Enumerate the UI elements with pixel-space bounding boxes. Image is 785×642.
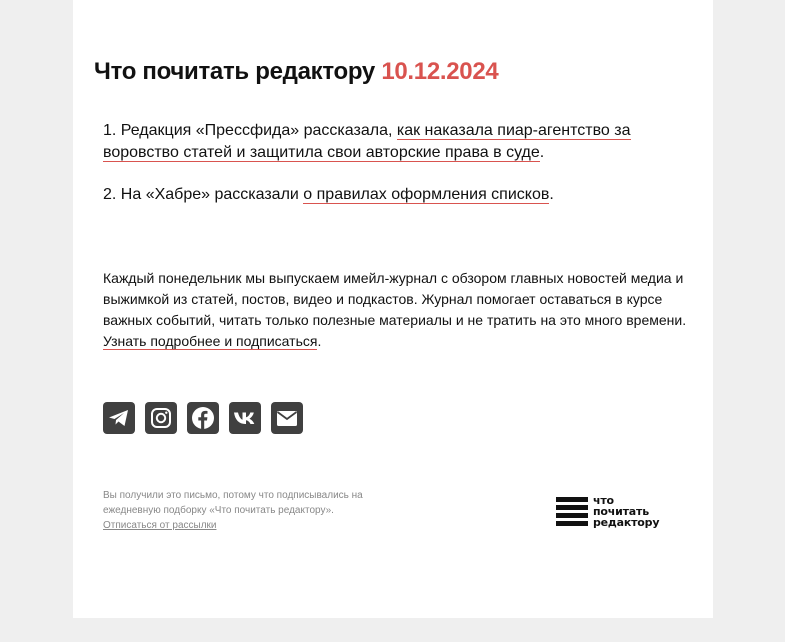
title-text: Что почитать редактору bbox=[94, 58, 375, 85]
logo-line: что bbox=[593, 493, 614, 507]
news-link[interactable]: о правилах оформления списков bbox=[303, 186, 550, 203]
news-list bbox=[103, 120, 663, 226]
list-item bbox=[103, 184, 663, 206]
item-text: 2. На «Хабре» рассказали bbox=[103, 186, 304, 203]
telegram-icon bbox=[107, 406, 131, 430]
social-links bbox=[103, 402, 303, 434]
list-item bbox=[103, 120, 663, 164]
about-suffix: . bbox=[317, 333, 322, 349]
vk-button[interactable] bbox=[229, 402, 261, 434]
logo-line: почитать bbox=[593, 504, 649, 518]
instagram-button[interactable] bbox=[145, 402, 177, 434]
about-text: Каждый понедельник мы выпускаем имейл-журнал с обзором главных новостей медиа и выжимкой из статей, постов, видео и подкастов. Журнал помогает оставаться в курсе важных событий, читать только полезные материалы и не тратить на это много времени. bbox=[103, 270, 687, 328]
item-suffix: . bbox=[549, 186, 554, 203]
brand-logo[interactable] bbox=[556, 492, 686, 530]
unsubscribe-link[interactable]: Отписаться от рассылки bbox=[103, 520, 217, 531]
vk-icon bbox=[232, 405, 258, 431]
news-link[interactable]: как наказала пиар-агентство за воровство статей и защитила свои авторские права в суде bbox=[103, 122, 631, 161]
logo-text bbox=[593, 495, 659, 528]
item-text: 1. Редакция «Прессфида» рассказала, bbox=[103, 122, 397, 139]
telegram-button[interactable] bbox=[103, 402, 135, 434]
item-suffix: . bbox=[539, 144, 545, 161]
email-card bbox=[73, 0, 713, 618]
facebook-button[interactable] bbox=[187, 402, 219, 434]
footer-note bbox=[103, 488, 393, 533]
facebook-icon bbox=[190, 405, 216, 431]
subscribe-link[interactable]: Узнать подробнее и подписаться bbox=[103, 333, 318, 349]
footer-text: Вы получили это письмо, потому что подписывались на ежедневную подборку «Что почитать редактору». bbox=[103, 490, 363, 516]
email-icon bbox=[275, 406, 299, 430]
about-section bbox=[103, 268, 688, 352]
instagram-icon bbox=[149, 406, 173, 430]
email-button[interactable] bbox=[271, 402, 303, 434]
logo-line: редактору bbox=[593, 515, 660, 529]
page-title bbox=[94, 58, 498, 86]
logo-bars-icon bbox=[556, 497, 588, 526]
about-paragraph bbox=[103, 268, 688, 352]
issue-date: 10.12.2024 bbox=[381, 58, 499, 85]
